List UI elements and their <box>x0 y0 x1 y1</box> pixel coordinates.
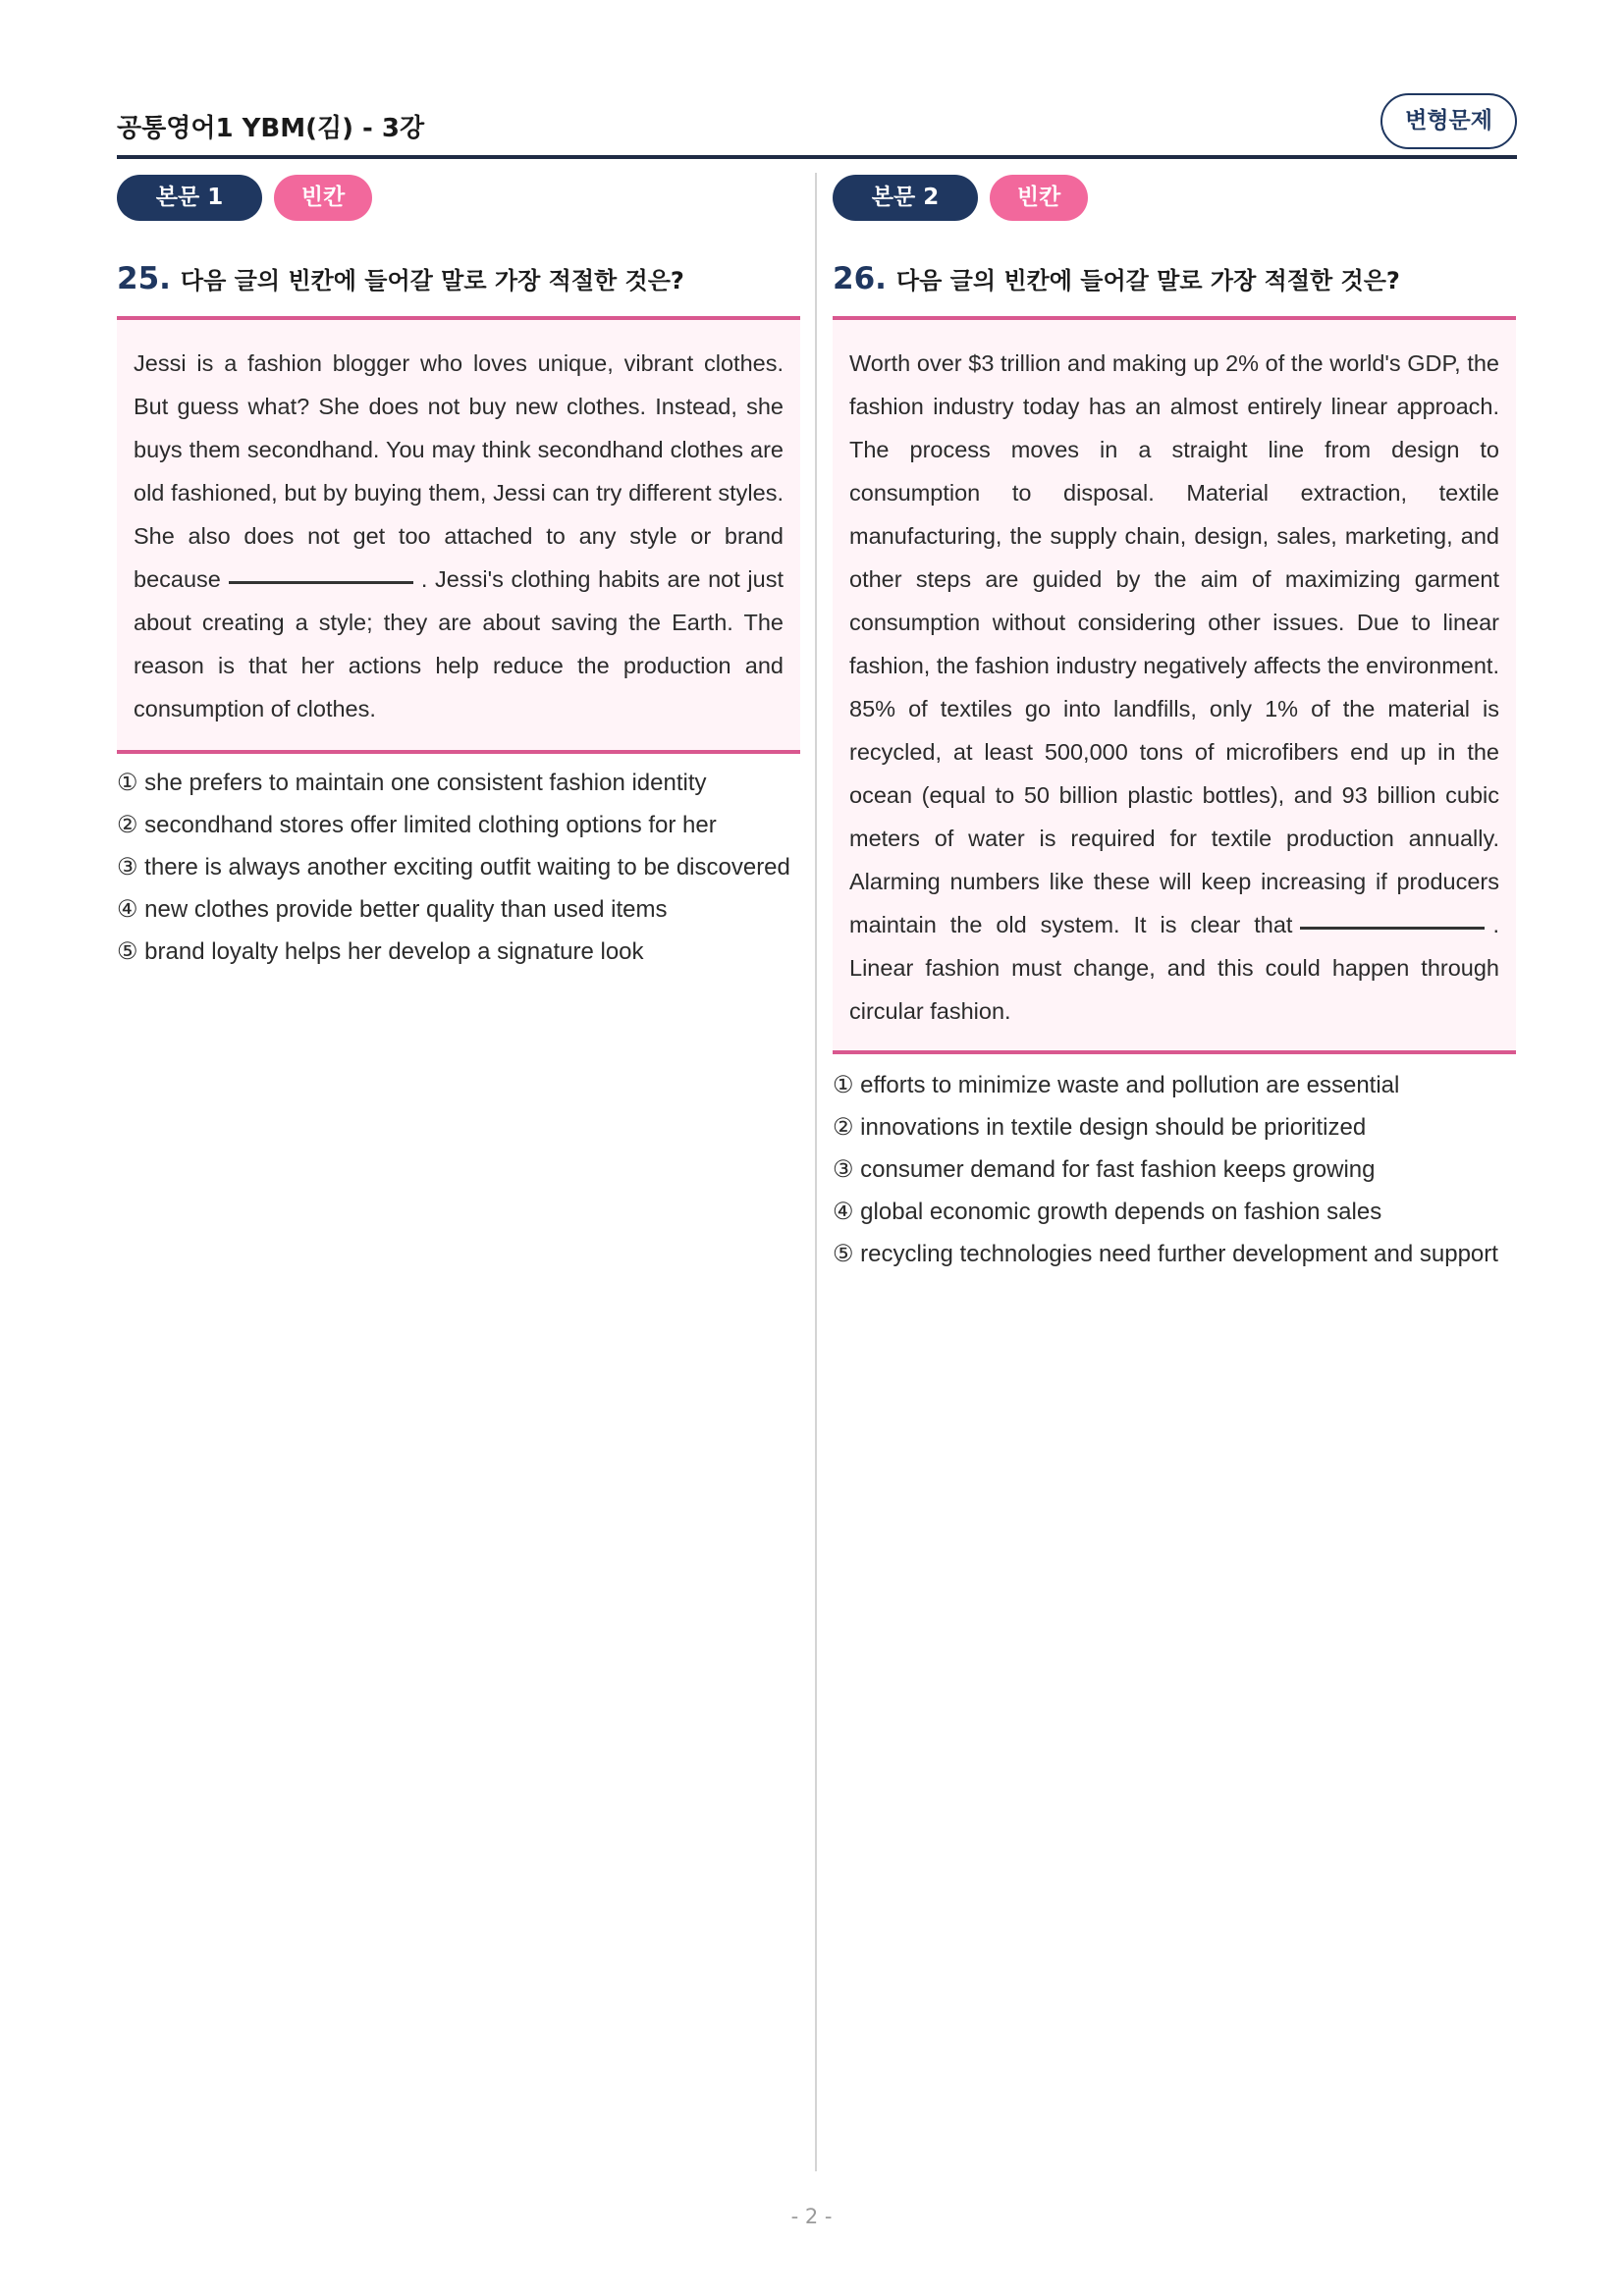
passage-after-blank: . Linear fashion must change, and this could happen through circular fashion. <box>849 912 1499 1024</box>
option-4[interactable]: ④ global economic growth depends on fashion sales <box>833 1199 1382 1225</box>
answer-options <box>117 766 800 977</box>
section-tag: 본문 2 <box>833 175 978 221</box>
header-divider <box>117 155 1517 159</box>
question-number: 26. <box>833 261 887 296</box>
passage-text <box>849 342 1499 1033</box>
page-header <box>117 90 1517 159</box>
answer-blank <box>229 578 413 584</box>
question-text: 다음 글의 빈칸에 들어갈 말로 가장 적절한 것은? <box>895 267 1400 294</box>
type-tag: 빈칸 <box>274 175 372 221</box>
page-number: - 2 - <box>790 2205 833 2228</box>
passage-box <box>117 316 800 754</box>
question-prompt <box>833 261 1516 296</box>
question-number: 25. <box>117 261 171 296</box>
question-tags <box>117 173 800 222</box>
answer-blank <box>1300 924 1485 930</box>
section-tag: 본문 1 <box>117 175 262 221</box>
page-title: 공통영어1 YBM(김) - 3강 <box>117 114 425 143</box>
variant-badge: 변형문제 <box>1380 93 1517 149</box>
passage-text <box>134 342 784 730</box>
option-3[interactable]: ③ there is always another exciting outfit waiting to be discovered <box>117 854 790 881</box>
option-2[interactable]: ② innovations in textile design should be prioritized <box>833 1114 1367 1141</box>
option-1[interactable]: ① efforts to minimize waste and pollution are essential <box>833 1072 1400 1098</box>
passage-after-blank: . Jessi's clothing habits are not just about creating a style; they are about saving the Earth. The reason is that her actions help reduce the production and consumption of clothes. <box>134 566 784 721</box>
option-1[interactable]: ① she prefers to maintain one consistent fashion identity <box>117 770 707 796</box>
question-25 <box>117 173 800 965</box>
option-5[interactable]: ⑤ brand loyalty helps her develop a signature look <box>117 938 644 965</box>
option-5[interactable]: ⑤ recycling technologies need further development and support <box>833 1241 1498 1267</box>
option-2[interactable]: ② secondhand stores offer limited clothing options for her <box>117 812 717 838</box>
passage-before-blank: Worth over $3 trillion and making up 2% of the world's GDP, the fashion industry today has an almost entirely linear approach. The process moves in a straight line from design to consumption to disposal. Material extraction, textile manufacturing, the supply chain, design, sales, marketing, and other steps are guided by the aim of maximizing garment consumption without considering other issues. Due to linear fashion, the fashion industry negatively affects the environment. 85% of textiles go into landfills, only 1% of the material is recycled, at least 500,000 tons of microfibers end up in the ocean (equal to 50 billion plastic bottles), and 93 billion cubic meters of water is required for textile production annually. Alarming numbers like these will keep increasing if producers maintain the old system. It is clear that <box>849 350 1499 937</box>
answer-options <box>833 1068 1516 1279</box>
question-text: 다음 글의 빈칸에 들어갈 말로 가장 적절한 것은? <box>180 267 684 294</box>
question-26 <box>833 173 1516 1267</box>
type-tag: 빈칸 <box>990 175 1088 221</box>
option-3[interactable]: ③ consumer demand for fast fashion keeps growing <box>833 1156 1376 1183</box>
passage-before-blank: Jessi is a fashion blogger who loves unique, vibrant clothes. But guess what? She does not buy new clothes. Instead, she buys them secondhand. You may think secondhand clothes are old fashioned, but by buying them, Jessi can try different styles. She also does not get too attached to any style or brand because <box>134 350 784 592</box>
option-4[interactable]: ④ new clothes provide better quality than used items <box>117 896 668 923</box>
column-divider <box>815 173 817 2171</box>
question-prompt <box>117 261 800 296</box>
passage-box <box>833 316 1516 1054</box>
question-tags <box>833 173 1516 222</box>
